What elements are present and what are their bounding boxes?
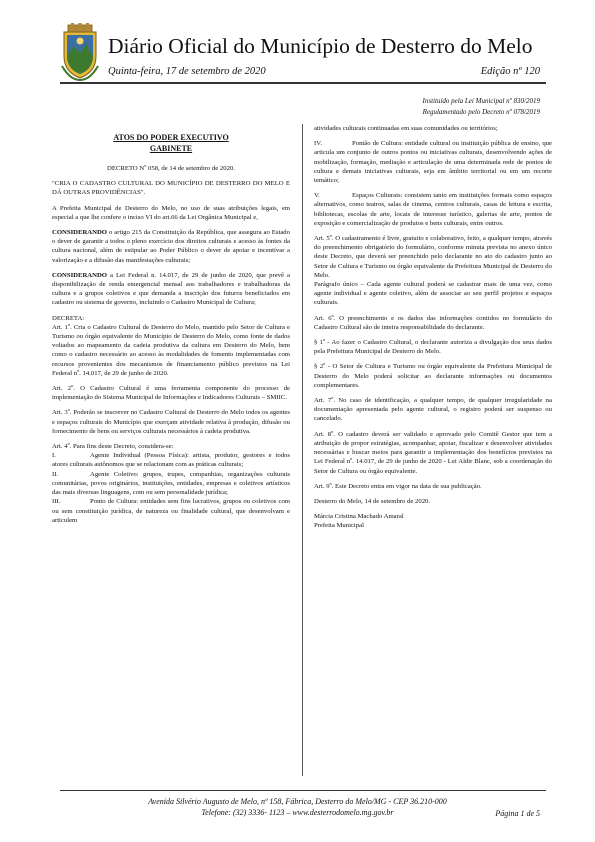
list-item	[52, 470, 290, 498]
institution-decree: Regulamentado pelo Decreto nº 078/2019	[422, 108, 540, 116]
place-and-date: Desterro do Melo, 14 de setembro de 2020.	[314, 497, 431, 505]
item-label: III.	[52, 498, 61, 506]
item-text: Pontão de Cultura: entidade cultural ou instituição pública de ensino, que articula um conjunto de outros pontos ou iniciativas culturais, desenvolvendo ações de mobilização, formação, mediação e articulação de uma determinada rede de pontos de cultura e demais iniciativas culturais, seja em âmbito territorial ou em um recorte temático;	[314, 140, 552, 185]
footer-contact: Telefone: (32) 3336- 1123 – www.desterrodomelo.mg.gov.br	[201, 808, 394, 817]
decree-ementa: "CRIA O CADASTRO CULTURAL DO MUNICÍPIO DE DESTERRO DO MELO E DÁ OUTRAS PROVIDÊNCIAS".	[52, 180, 290, 197]
consideration-text: a Lei Federal n. 14.017, de 29 de junho de 2020, que prevê a disponibilização de renda emergencial mensal aos trabalhadores e trabalhadoras da cultura e a grupos coletivos e que demanda a inscrição dos futuros beneficiados em cadastro ou sistema de governo, incluindo o Cadastro Municipal de Cultura;	[52, 271, 290, 307]
section-title-line1: ATOS DO PODER EXECUTIVO	[113, 133, 229, 142]
list-item	[314, 139, 552, 185]
page-title: Diário Oficial do Município de Desterro do Melo	[108, 34, 533, 58]
list-item	[52, 451, 290, 469]
item-label: II.	[52, 470, 59, 478]
paragraph-1: § 1º - Ao fazer o Cadastro Cultural, o declarante autoriza a divulgação dos seus dados pela Prefeitura Municipal de Desterro do Melo.	[314, 339, 552, 356]
item-label: I.	[52, 452, 56, 460]
publication-date: Quinta-feira, 17 de setembro de 2020	[108, 66, 266, 77]
page-header	[0, 0, 595, 92]
coat-of-arms-icon	[60, 22, 100, 82]
signer-name: Márcia Cristina Machado Amaral	[314, 513, 404, 521]
article-1: Art. 1º. Cria o Cadastro Cultural de Desterro do Melo, mantido pelo Setor de Cultura e Turismo ou órgão equivalente do Município de Desterro do Melo, como fonte de dados voltados ao mapeamento da cadeia produtiva da cultura em Desterro do Melo, bem como o cadastro necessário ao acesso às modalidades de fomento implementadas com recursos provenientes dos mecanismos de financiamento público previstos na Lei Federal nº. 14.017, de 29 de junho de 2020.	[52, 323, 290, 377]
left-column	[52, 124, 290, 525]
list-item	[314, 191, 552, 228]
consideration-label: CONSIDERANDO	[52, 229, 107, 237]
column-divider	[302, 124, 303, 776]
institution-law: Instituído pela Lei Municipal nº 830/2019	[422, 97, 540, 105]
article-8: Art. 8º. O cadastro deverá ser validado e aprovado pelo Comitê Gestor que tem a atribuição de propor estratégias, acompanhar, apoiar, fiscalizar e desenvolver atividades necessárias e buscar meios para garantir a implementação dos benefícios previstos na Lei Federal nº. 14.017, de 29 de junho de 2020 - Lei Aldir Blanc, sob a coordenação do Setor de Cultura ou órgão equivalente.	[314, 430, 552, 475]
paragraph-2: § 2º - O Setor de Cultura e Turismo ou órgão equivalente da Prefeitura Municipal de Desterro do Melo poderá solicitar ao declarante informações ou documentos complementares.	[314, 363, 552, 389]
article-5-paragraph: Parágrafo único – Cada agente cultural poderá se cadastrar mais de uma vez, como agente individual e agente coletivo, além de associar ao seu perfil projetos e espaços culturais.	[314, 281, 552, 307]
article-9: Art. 9º. Este Decreto entra em vigor na data de sua publicação.	[314, 482, 482, 490]
consideration-1	[52, 228, 290, 265]
article-6: Art. 6º. O preenchimento e os dados das informações contidos no formulário do Cadastro Cultural são de inteira responsabilidade do declarante.	[314, 314, 552, 331]
edition-number: Edição nº 120	[480, 66, 540, 77]
institution-note	[423, 96, 540, 118]
footer-divider	[60, 790, 546, 791]
article-3: Art. 3º. Poderão se inscrever no Cadastro Cultural de Desterro do Melo todos os agentes e espaços culturais do Município que exerçam atividade relativa à produção, difusão ou fornecimento de bens ou serviços culturais necessários à cadeia produtiva.	[52, 409, 290, 435]
list-item	[52, 497, 290, 525]
item-text: Ponto de Cultura: entidades sem fins lucrativos, grupos ou coletivos com ou sem constituição jurídica, de natureza ou finalidade cultural, que desenvolvam e articulem	[52, 498, 290, 524]
item-text: Espaços Culturais: consistem tanto em instituições formais como espaços alternativos, como teatros, salas de cinema, centros culturais, casas de leitura e escrita, bibliotecas, escolas de arte, locais de interesse turístico, galerias de arte, pontos de exposição e comercialização de produtos e bens culturais, entre outros.	[314, 192, 552, 227]
item-label: IV.	[314, 140, 322, 148]
consideration-text: o artigo 215 da Constituição da República, que assegura ao Estado o dever de garantir a todos o pleno exercício dos direitos culturais e acesso às fontes da cultura nacional, além de estipular ao Poder Público o dever de apoiar e incentivar a valorização e a difusão das manifestações culturais;	[52, 229, 290, 264]
item-continuation: atividades culturais continuadas em suas comunidades ou territórios;	[314, 125, 498, 132]
right-column	[314, 124, 552, 537]
page-number: Página 1 de 5	[495, 809, 540, 818]
consideration-2	[52, 271, 290, 308]
item-text: Agente Individual (Pessoa Física): artista, produtor, gestores e todos atores culturais autônomos que se relacionam com as práticas culturais;	[52, 452, 290, 469]
article-2: Art. 2º. O Cadastro Cultural é uma ferramenta componente do processo de implementação do Sistema Municipal de Informações e Indicadores Culturais – SMIIC.	[52, 385, 290, 402]
consideration-label: CONSIDERANDO	[52, 271, 107, 279]
header-divider	[60, 82, 546, 84]
section-title-line2: GABINETE	[149, 144, 193, 153]
decreta-heading: DECRETA:	[52, 314, 85, 322]
item-label: V.	[314, 192, 320, 200]
article-7: Art. 7º. No caso de identificação, a qualquer tempo, de qualquer irregularidade na documentação apresentada pelo agente cultural, o registro poderá ser suspenso ou cancelado.	[314, 397, 552, 423]
decree-intro: A Prefeita Municipal de Desterro do Melo, no uso de suas atribuições legais, em especial a que lhe confere o inciso VI do art.66 da Lei Orgânica Municipal e,	[52, 204, 290, 221]
section-title	[52, 132, 290, 154]
decree-number: DECRETO Nº 058, de 14 de setembro de 2020.	[107, 165, 235, 172]
article-4: Art. 4º. Para fins deste Decreto, considera-se:	[52, 443, 174, 451]
article-5: Art. 5º. O cadastramento é livre, gratuito e colaborativo, feito, a qualquer tempo, através do preenchimento obrigatório do formulário, conforme minuta prevista no anexo único deste Decreto, que deverá ser preenchido pelo declarante no ato do cadastro junto ao Setor de Cultura e Turismo ou órgão equivalente da Prefeitura Municipal de Desterro do Melo.	[314, 235, 552, 279]
item-text: Agente Coletivo: grupos, trupes, companhias, organizações culturais comunitárias, povos originários, instituições, entidades, empresas e coletivos artísticos das mais diversas linguagens, com ou sem personalidade jurídica;	[52, 470, 290, 497]
signer-role: Prefeita Municipal	[314, 522, 364, 530]
footer-address: Avenida Silvério Augusto de Melo, nº 158, Fábrica, Desterro do Melo/MG - CEP 36.210-000	[148, 797, 447, 806]
